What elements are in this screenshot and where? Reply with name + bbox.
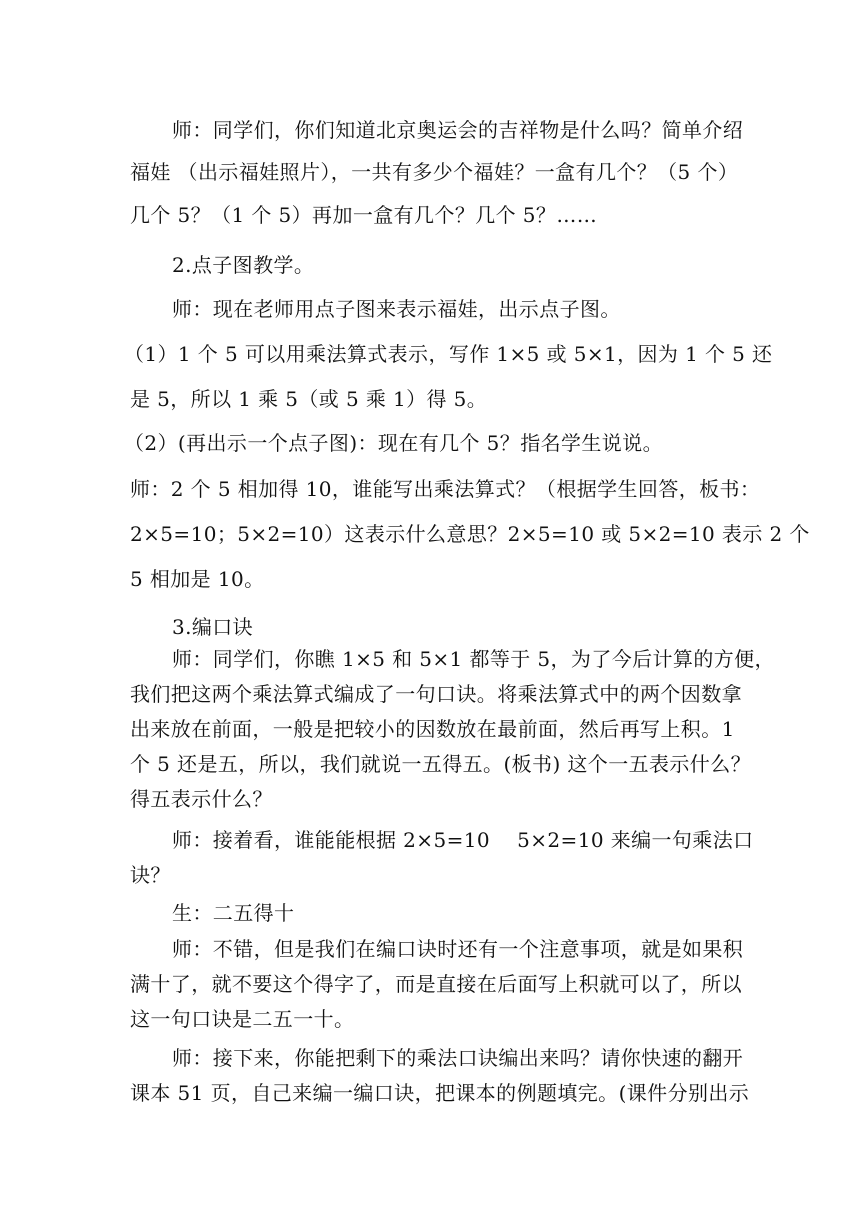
paragraph-line: 出来放在前面，一般是把较小的因数放在最前面，然后再写上积。1 [130,717,735,741]
paragraph-line: 福娃 （出示福娃照片），一共有多少个福娃？一盒有几个？（5 个） [130,160,739,184]
paragraph-line: （1）1 个 5 可以用乘法算式表示，写作 1×5 或 5×1，因为 1 个 5 还 [124,342,773,366]
paragraph-line: 师：接下来，你能把剩下的乘法口诀编出来吗？请你快速的翻开 [172,1046,744,1070]
paragraph-line: 师：接着看，谁能能根据 2×5=10 5×2=10 来编一句乘法口 [172,828,754,852]
paragraph-line: 诀？ [130,863,171,887]
section-heading: 3.编口诀 [172,615,254,639]
paragraph-line: （2）(再出示一个点子图)：现在有几个 5？指名学生说说。 [124,431,664,455]
paragraph-line: 2×5=10；5×2=10）这表示什么意思？2×5=10 或 5×2=10 表示 2 个 [130,522,810,546]
paragraph-line: 几个 5？（1 个 5）再加一盒有几个？几个 5？…… [130,203,598,227]
paragraph-line: 师：不错，但是我们在编口诀时还有一个注意事项，就是如果积 [172,937,744,961]
paragraph-line: 5 相加是 10。 [130,567,265,591]
paragraph-line: 得五表示什么？ [130,787,273,811]
paragraph-line: 生：二五得十 [172,901,295,925]
paragraph-line: 满十了，就不要这个得字了，而是直接在后面写上积就可以了，所以 [130,972,742,996]
section-heading: 2.点子图教学。 [172,253,315,277]
paragraph-line: 我们把这两个乘法算式编成了一句口诀。将乘法算式中的两个因数拿 [130,682,742,706]
paragraph-line: 这一句口诀是二五一十。 [130,1007,355,1031]
paragraph-line: 是 5，所以 1 乘 5（或 5 乘 1）得 5。 [130,387,488,411]
paragraph-line: 个 5 还是五，所以，我们就说一五得五。(板书) 这个一五表示什么？ [130,752,752,776]
paragraph-line: 师：2 个 5 相加得 10，谁能写出乘法算式？（根据学生回答，板书： [130,477,761,501]
paragraph-line: 课本 51 页，自己来编一编口诀，把课本的例题填完。(课件分别出示 [130,1081,750,1105]
paragraph-line: 师：同学们，你瞧 1×5 和 5×1 都等于 5，为了今后计算的方便， [172,647,775,671]
paragraph-line: 师：现在老师用点子图来表示福娃，出示点子图。 [172,297,621,321]
paragraph-line: 师：同学们，你们知道北京奥运会的吉祥物是什么吗？简单介绍 [172,118,744,142]
